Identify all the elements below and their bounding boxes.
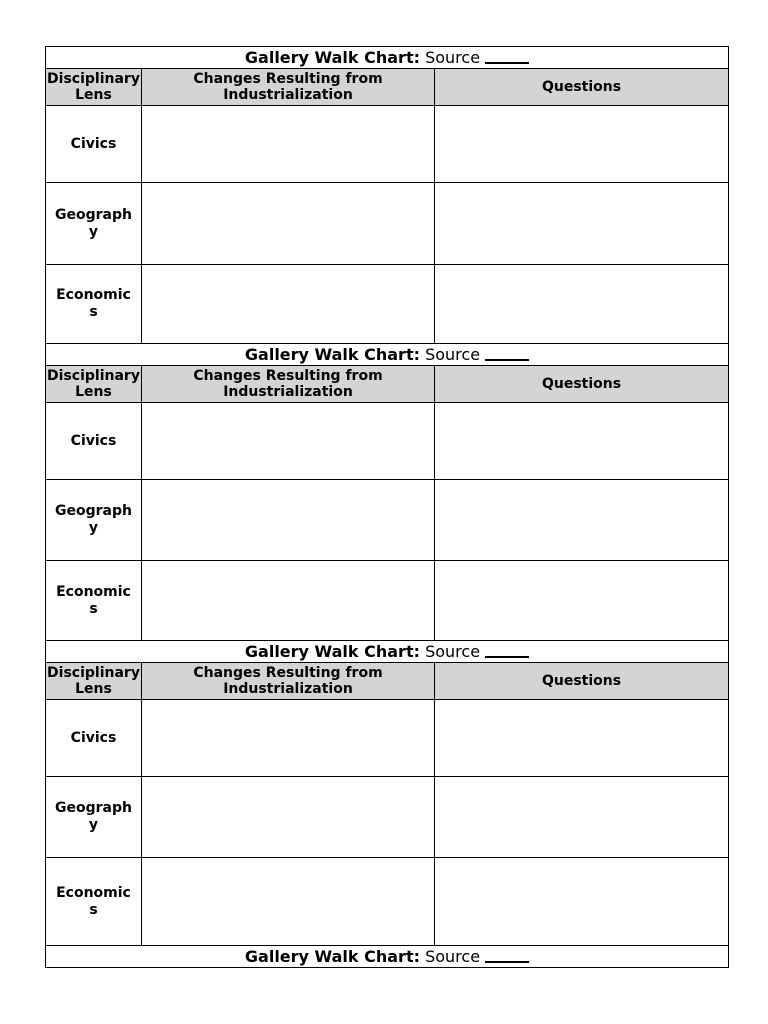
chart-title-source: Source	[425, 48, 481, 67]
header-changes	[142, 366, 435, 403]
changes-entry-cell[interactable]	[142, 700, 435, 777]
row-geography	[46, 777, 729, 858]
lens-economics: Economics	[46, 561, 142, 641]
chart-title	[46, 946, 729, 968]
header-changes-line2: Industrialization	[223, 681, 353, 697]
chart-title-label: Gallery Walk Chart:	[244, 642, 420, 661]
questions-entry-cell[interactable]	[435, 777, 729, 858]
lens-economics: Economics	[46, 265, 142, 344]
row-economics	[46, 858, 729, 946]
changes-entry-cell[interactable]	[142, 777, 435, 858]
chart-title-row	[46, 641, 729, 663]
lens-civics: Civics	[46, 106, 142, 183]
changes-entry-cell[interactable]	[142, 106, 435, 183]
lens-geography: Geography	[46, 183, 142, 265]
header-questions: Questions	[435, 663, 729, 700]
row-civics	[46, 700, 729, 777]
questions-entry-cell[interactable]	[435, 561, 729, 641]
chart-title	[46, 641, 729, 663]
source-blank-line[interactable]	[485, 642, 529, 658]
source-blank-line[interactable]	[485, 345, 529, 361]
changes-entry-cell[interactable]	[142, 858, 435, 946]
chart-title-row	[46, 946, 729, 968]
questions-entry-cell[interactable]	[435, 183, 729, 265]
changes-entry-cell[interactable]	[142, 403, 435, 480]
chart-title	[46, 344, 729, 366]
header-changes-line1: Changes Resulting from	[193, 665, 383, 681]
questions-entry-cell[interactable]	[435, 106, 729, 183]
header-disciplinary-lens: Disciplinary Lens	[46, 663, 142, 700]
changes-entry-cell[interactable]	[142, 480, 435, 561]
header-questions: Questions	[435, 69, 729, 106]
lens-economics: Economics	[46, 858, 142, 946]
chart-title-source: Source	[425, 642, 481, 661]
column-header-row	[46, 366, 729, 403]
chart-title-source: Source	[425, 947, 481, 966]
source-blank-line[interactable]	[485, 947, 529, 963]
header-changes-line2: Industrialization	[223, 87, 353, 103]
chart-title	[46, 47, 729, 69]
header-changes-line1: Changes Resulting from	[193, 71, 383, 87]
source-blank-line[interactable]	[485, 48, 529, 64]
chart-title-row	[46, 47, 729, 69]
questions-entry-cell[interactable]	[435, 480, 729, 561]
row-geography	[46, 480, 729, 561]
header-changes	[142, 663, 435, 700]
questions-entry-cell[interactable]	[435, 700, 729, 777]
header-questions: Questions	[435, 366, 729, 403]
changes-entry-cell[interactable]	[142, 265, 435, 344]
header-changes	[142, 69, 435, 106]
header-disciplinary-lens: Disciplinary Lens	[46, 69, 142, 106]
lens-civics: Civics	[46, 700, 142, 777]
header-changes-line1: Changes Resulting from	[193, 368, 383, 384]
row-geography	[46, 183, 729, 265]
column-header-row	[46, 663, 729, 700]
gallery-walk-sheet	[45, 46, 728, 968]
chart-title-row	[46, 344, 729, 366]
questions-entry-cell[interactable]	[435, 265, 729, 344]
lens-civics: Civics	[46, 403, 142, 480]
changes-entry-cell[interactable]	[142, 183, 435, 265]
questions-entry-cell[interactable]	[435, 858, 729, 946]
column-header-row	[46, 69, 729, 106]
row-civics	[46, 106, 729, 183]
questions-entry-cell[interactable]	[435, 403, 729, 480]
header-disciplinary-lens: Disciplinary Lens	[46, 366, 142, 403]
lens-geography: Geography	[46, 480, 142, 561]
row-economics	[46, 561, 729, 641]
header-changes-line2: Industrialization	[223, 384, 353, 400]
row-economics	[46, 265, 729, 344]
chart-title-label: Gallery Walk Chart:	[244, 947, 420, 966]
gallery-walk-table	[45, 46, 729, 968]
chart-title-label: Gallery Walk Chart:	[244, 48, 420, 67]
chart-title-source: Source	[425, 345, 481, 364]
lens-geography: Geography	[46, 777, 142, 858]
chart-title-label: Gallery Walk Chart:	[244, 345, 420, 364]
changes-entry-cell[interactable]	[142, 561, 435, 641]
row-civics	[46, 403, 729, 480]
